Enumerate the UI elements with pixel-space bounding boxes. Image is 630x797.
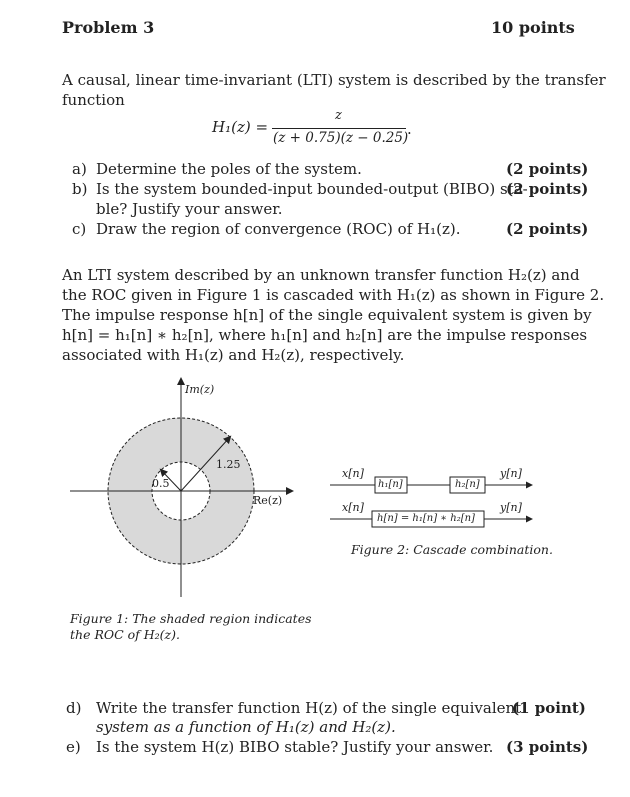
inner-radius-label: 0.5 [152,477,170,490]
question-d-text-2: system as a function of H₁(z) and H₂(z). [96,718,396,736]
question-d-label: d) [66,699,82,717]
intro-line-1: A causal, linear time-invariant (LTI) system is described by the transfer [62,71,606,89]
equation-period: . [407,120,412,138]
paragraph-line-3: The impulse response h[n] of the single equivalent system is given by [62,306,592,324]
figure-1-caption-2: the ROC of H₂(z). [70,627,180,642]
figure-1-caption-1: Figure 1: The shaded region indicates [70,611,312,626]
question-a-points: (2 points) [506,160,589,178]
question-c-text: Draw the region of convergence (ROC) of H₁(z). [96,220,461,238]
question-a-label: a) [72,160,87,178]
problem-points: 10 points [491,18,575,37]
question-e-points: (3 points) [506,738,589,756]
question-c-points: (2 points) [506,220,589,238]
paragraph-line-4: h[n] = h₁[n] ∗ h₂[n], where h₁[n] and h₂[n] are the impulse responses [62,326,588,344]
paragraph-line-1: An LTI system described by an unknown transfer function H₂(z) and [62,266,580,284]
imaginary-axis-label: Im(z) [185,383,215,396]
question-c-label: c) [72,220,87,238]
input-label-1: x[n] [342,467,364,480]
block-h1-label: h₁[n] [378,479,403,490]
question-d-text-1: Write the transfer function H(z) of the single equivalent [96,699,522,717]
equation-numerator: z [335,108,342,123]
equation-lhs: H₁(z) = [212,118,269,136]
figure-1-roc-plot [60,375,300,605]
question-b-text-1: Is the system bounded-input bounded-output (BIBO) sta- [96,180,528,198]
question-b-points: (2 points) [506,180,589,198]
intro-line-2: function [62,91,125,109]
question-a-text: Determine the poles of the system. [96,160,362,178]
real-axis-label: Re(z) [253,494,283,507]
question-e-label: e) [66,738,81,756]
output-label-2: y[n] [500,501,522,514]
output-label-1: y[n] [500,467,522,480]
block-equivalent-label: h[n] = h₁[n] ∗ h₂[n] [377,513,475,524]
fraction-bar [272,128,406,129]
paragraph-line-2: the ROC given in Figure 1 is cascaded with H₁(z) as shown in Figure 2. [62,286,605,304]
input-label-2: x[n] [342,501,364,514]
question-b-label: b) [72,180,88,198]
paragraph-line-5: associated with H₁(z) and H₂(z), respectively. [62,346,405,364]
outer-radius-label: 1.25 [216,458,241,471]
question-d-points: (1 point) [512,699,586,717]
block-h2-label: h₂[n] [455,479,480,490]
question-e-text: Is the system H(z) BIBO stable? Justify your answer. [96,738,494,756]
problem-title: Problem 3 [62,18,155,37]
question-b-text-2: ble? Justify your answer. [96,200,283,218]
equation-denominator: (z + 0.75)(z − 0.25) [273,130,409,146]
figure-2-caption: Figure 2: Cascade combination. [351,542,553,557]
